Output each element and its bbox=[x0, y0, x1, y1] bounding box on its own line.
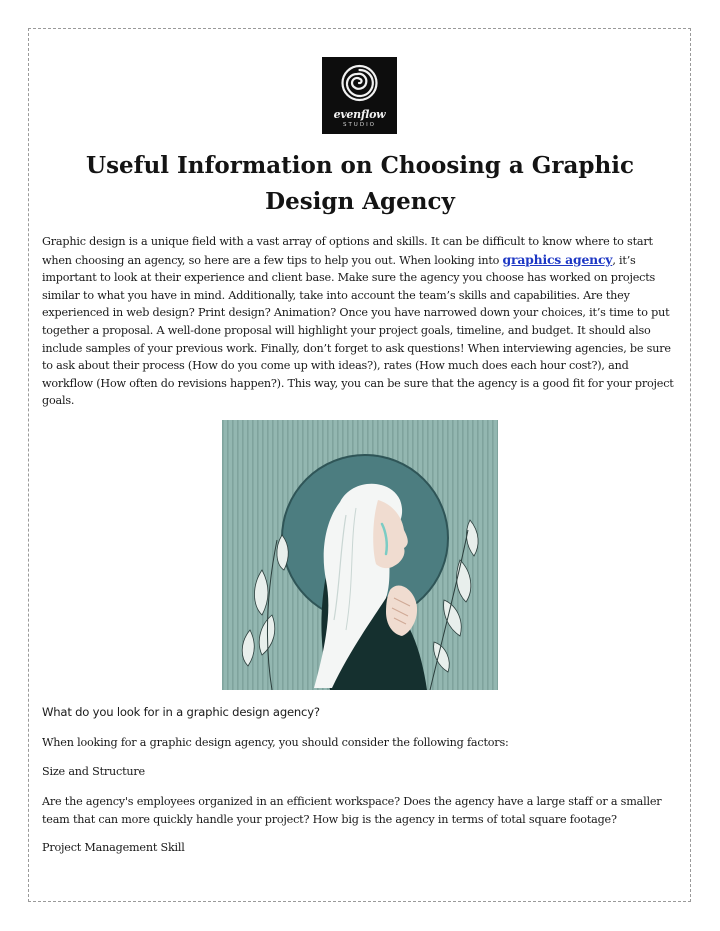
intro-text-2: , it’s important to look at their experience and client base. Make sure the agency you choose has worked on projects similar to what you have in mind. Additionally, take into account the team’s skills and capabilities. Are they experienced in web design? Print design? Animation? Once you have narrowed down your choices, it’s time to put together a proposal. A well-done proposal will highlight your project goals, timeline, and budget. It should also include samples of your previous work. Finally, don’t forget to ask questions! When interviewing agencies, be sure to ask about their process (How do you come up with ideas?), rates (How much does each hour cost?), and workflow (How often do revisions happen?). This way, you can be sure that the agency is a good fit for your project goals. bbox=[42, 253, 674, 408]
logo-brand-text: evenflow bbox=[333, 108, 386, 121]
factors-text: When looking for a graphic design agency, you should consider the following factors: bbox=[42, 736, 509, 749]
woman-illustration bbox=[222, 420, 498, 690]
question-heading: What do you look for in a graphic design agency? bbox=[42, 705, 320, 719]
project-management-heading: Project Management Skill bbox=[42, 841, 185, 854]
evenflow-logo bbox=[322, 57, 397, 134]
graphics-agency-link[interactable]: graphics agency bbox=[502, 251, 613, 267]
size-structure-heading: Size and Structure bbox=[42, 765, 145, 778]
intro-text-1: Graphic design is a unique field with a vast array of options and skills. It can be difficult to know where to start when choosing an agency, so here are a few tips to help you out. When looking into bbox=[42, 235, 653, 267]
intro-paragraph bbox=[42, 233, 682, 410]
size-structure-text: Are the agency's employees organized in an efficient workspace? Does the agency have a large staff or a smaller team that can more quickly handle your project? How big is the agency in terms of total square footage? bbox=[42, 795, 662, 826]
logo-sub-text: STUDIO bbox=[342, 122, 377, 128]
page-title: Useful Information on Choosing a Graphic Design Agency bbox=[86, 152, 634, 215]
